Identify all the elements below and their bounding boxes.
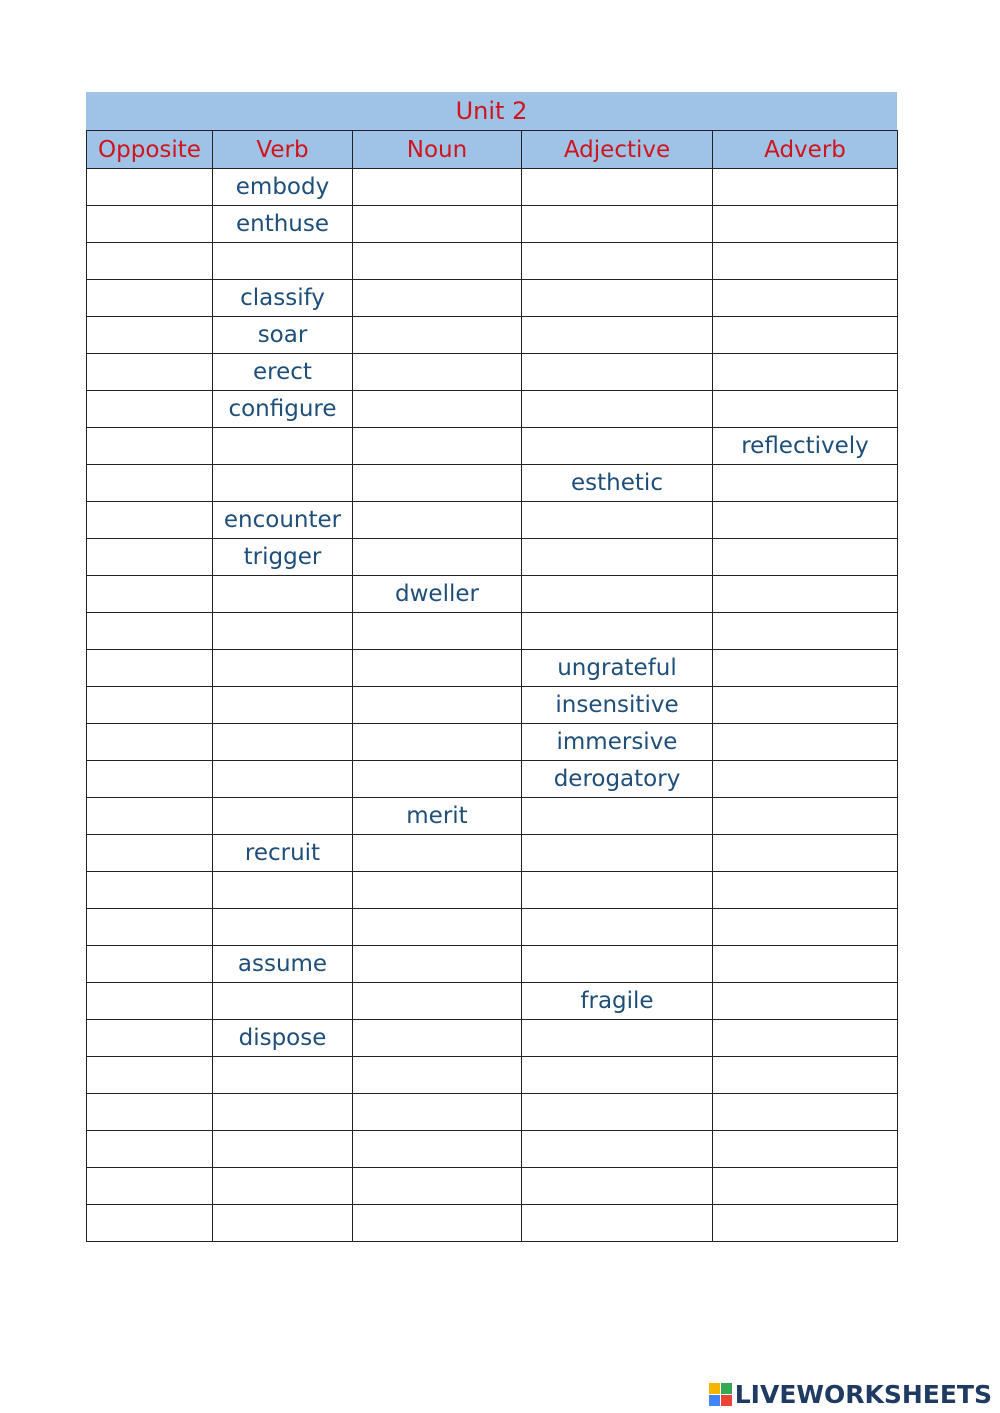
cell-adverb[interactable]: [713, 798, 898, 835]
cell-adjective: esthetic: [522, 465, 713, 502]
cell-opposite[interactable]: [87, 502, 213, 539]
cell-adverb[interactable]: [713, 724, 898, 761]
table-row: [87, 1094, 898, 1131]
cell-adverb[interactable]: [713, 317, 898, 354]
cell-adjective[interactable]: [522, 1131, 713, 1168]
cell-adjective[interactable]: [522, 169, 713, 206]
table-row: [87, 613, 898, 650]
cell-noun: dweller: [353, 576, 522, 613]
cell-opposite[interactable]: [87, 835, 213, 872]
cell-noun[interactable]: [353, 1168, 522, 1205]
cell-adverb[interactable]: [713, 243, 898, 280]
cell-verb[interactable]: [213, 650, 353, 687]
cell-opposite[interactable]: [87, 243, 213, 280]
cell-opposite[interactable]: [87, 576, 213, 613]
cell-verb: configure: [213, 391, 353, 428]
cell-adjective[interactable]: [522, 946, 713, 983]
cell-adjective[interactable]: [522, 539, 713, 576]
cell-opposite[interactable]: [87, 1094, 213, 1131]
table-row: [87, 761, 898, 798]
cell-adjective[interactable]: [522, 280, 713, 317]
cell-adverb[interactable]: [713, 1205, 898, 1242]
cell-adverb[interactable]: [713, 946, 898, 983]
cell-noun[interactable]: [353, 280, 522, 317]
column-header-adjective: Adjective: [522, 131, 713, 169]
cell-opposite[interactable]: [87, 391, 213, 428]
header-row: [87, 131, 898, 169]
cell-noun[interactable]: [353, 1205, 522, 1242]
cell-adjective[interactable]: [522, 206, 713, 243]
table-row: [87, 1020, 898, 1057]
cell-adverb[interactable]: [713, 983, 898, 1020]
cell-opposite[interactable]: [87, 724, 213, 761]
cell-noun[interactable]: [353, 613, 522, 650]
cell-noun[interactable]: [353, 872, 522, 909]
table-row: [87, 428, 898, 465]
cell-adverb[interactable]: [713, 354, 898, 391]
table-row: [87, 206, 898, 243]
cell-opposite[interactable]: [87, 206, 213, 243]
cell-verb[interactable]: [213, 576, 353, 613]
cell-noun[interactable]: [353, 354, 522, 391]
cell-noun[interactable]: [353, 1094, 522, 1131]
cell-opposite[interactable]: [87, 539, 213, 576]
cell-adverb[interactable]: [713, 687, 898, 724]
cell-adjective[interactable]: [522, 576, 713, 613]
cell-adverb[interactable]: [713, 280, 898, 317]
cell-adverb: reflectively: [713, 428, 898, 465]
cell-noun[interactable]: [353, 650, 522, 687]
cell-adverb[interactable]: [713, 909, 898, 946]
cell-verb[interactable]: [213, 872, 353, 909]
cell-adjective: derogatory: [522, 761, 713, 798]
cell-adjective: ungrateful: [522, 650, 713, 687]
cell-verb: trigger: [213, 539, 353, 576]
table-row: [87, 391, 898, 428]
cell-adjective[interactable]: [522, 317, 713, 354]
cell-noun[interactable]: [353, 502, 522, 539]
liveworksheets-logo-icon: [709, 1383, 732, 1406]
cell-adverb[interactable]: [713, 206, 898, 243]
cell-opposite[interactable]: [87, 1168, 213, 1205]
cell-verb: encounter: [213, 502, 353, 539]
cell-opposite[interactable]: [87, 317, 213, 354]
cell-noun[interactable]: [353, 724, 522, 761]
table-row: [87, 798, 898, 835]
cell-adverb[interactable]: [713, 761, 898, 798]
table-row: [87, 1057, 898, 1094]
worksheet: [86, 92, 897, 1242]
cell-adverb[interactable]: [713, 872, 898, 909]
table-row: [87, 539, 898, 576]
cell-adjective[interactable]: [522, 428, 713, 465]
cell-verb[interactable]: [213, 428, 353, 465]
cell-verb[interactable]: [213, 1205, 353, 1242]
table-row: [87, 1205, 898, 1242]
column-header-verb: Verb: [213, 131, 353, 169]
cell-verb[interactable]: [213, 1168, 353, 1205]
cell-opposite[interactable]: [87, 761, 213, 798]
cell-noun[interactable]: [353, 687, 522, 724]
cell-noun: merit: [353, 798, 522, 835]
cell-opposite[interactable]: [87, 872, 213, 909]
cell-adjective[interactable]: [522, 613, 713, 650]
cell-noun[interactable]: [353, 1020, 522, 1057]
brand-name: LIVEWORKSHEETS: [734, 1379, 992, 1409]
table-row: [87, 650, 898, 687]
table-row: [87, 243, 898, 280]
cell-verb: soar: [213, 317, 353, 354]
table-row: [87, 909, 898, 946]
cell-verb[interactable]: [213, 798, 353, 835]
cell-adverb[interactable]: [713, 169, 898, 206]
table-row: [87, 1131, 898, 1168]
cell-adverb[interactable]: [713, 502, 898, 539]
cell-opposite[interactable]: [87, 1131, 213, 1168]
cell-adjective[interactable]: [522, 798, 713, 835]
cell-noun[interactable]: [353, 317, 522, 354]
cell-verb[interactable]: [213, 687, 353, 724]
table-row: [87, 280, 898, 317]
cell-noun[interactable]: [353, 1131, 522, 1168]
cell-adverb[interactable]: [713, 1020, 898, 1057]
cell-opposite[interactable]: [87, 650, 213, 687]
column-header-opposite: Opposite: [87, 131, 213, 169]
table-row: [87, 835, 898, 872]
cell-opposite[interactable]: [87, 909, 213, 946]
cell-adjective[interactable]: [522, 502, 713, 539]
cell-opposite[interactable]: [87, 613, 213, 650]
table-row: [87, 946, 898, 983]
cell-adjective[interactable]: [522, 1057, 713, 1094]
cell-opposite[interactable]: [87, 1020, 213, 1057]
table-row: [87, 872, 898, 909]
table-row: [87, 317, 898, 354]
cell-adjective[interactable]: [522, 1168, 713, 1205]
cell-adjective[interactable]: [522, 909, 713, 946]
cell-verb[interactable]: [213, 243, 353, 280]
cell-noun[interactable]: [353, 243, 522, 280]
cell-adjective[interactable]: [522, 1205, 713, 1242]
cell-adverb[interactable]: [713, 391, 898, 428]
cell-verb: dispose: [213, 1020, 353, 1057]
cell-opposite[interactable]: [87, 1205, 213, 1242]
cell-noun[interactable]: [353, 465, 522, 502]
cell-noun[interactable]: [353, 391, 522, 428]
liveworksheets-logo: [709, 1379, 992, 1409]
cell-opposite[interactable]: [87, 169, 213, 206]
cell-adverb[interactable]: [713, 576, 898, 613]
cell-verb[interactable]: [213, 1131, 353, 1168]
cell-opposite[interactable]: [87, 687, 213, 724]
cell-verb[interactable]: [213, 465, 353, 502]
table-row: [87, 502, 898, 539]
column-header-adverb: Adverb: [713, 131, 898, 169]
cell-noun[interactable]: [353, 946, 522, 983]
cell-noun[interactable]: [353, 1057, 522, 1094]
cell-adjective[interactable]: [522, 243, 713, 280]
cell-opposite[interactable]: [87, 428, 213, 465]
cell-verb[interactable]: [213, 1057, 353, 1094]
cell-adjective[interactable]: [522, 1094, 713, 1131]
cell-adverb[interactable]: [713, 835, 898, 872]
cell-adjective[interactable]: [522, 835, 713, 872]
table-row: [87, 576, 898, 613]
cell-opposite[interactable]: [87, 465, 213, 502]
cell-adverb[interactable]: [713, 1168, 898, 1205]
cell-opposite[interactable]: [87, 946, 213, 983]
table-row: [87, 724, 898, 761]
cell-opposite[interactable]: [87, 983, 213, 1020]
cell-adverb[interactable]: [713, 613, 898, 650]
cell-adverb[interactable]: [713, 650, 898, 687]
cell-noun[interactable]: [353, 539, 522, 576]
table-row: [87, 465, 898, 502]
cell-verb: classify: [213, 280, 353, 317]
cell-verb: erect: [213, 354, 353, 391]
cell-noun[interactable]: [353, 169, 522, 206]
cell-noun[interactable]: [353, 206, 522, 243]
table-row: [87, 1168, 898, 1205]
cell-adverb[interactable]: [713, 1094, 898, 1131]
cell-noun[interactable]: [353, 983, 522, 1020]
column-header-noun: Noun: [353, 131, 522, 169]
cell-noun[interactable]: [353, 428, 522, 465]
cell-noun[interactable]: [353, 835, 522, 872]
cell-adverb[interactable]: [713, 1057, 898, 1094]
cell-adjective[interactable]: [522, 354, 713, 391]
cell-verb[interactable]: [213, 724, 353, 761]
cell-opposite[interactable]: [87, 354, 213, 391]
cell-verb: embody: [213, 169, 353, 206]
cell-verb[interactable]: [213, 983, 353, 1020]
cell-adverb[interactable]: [713, 1131, 898, 1168]
table-row: [87, 354, 898, 391]
cell-opposite[interactable]: [87, 1057, 213, 1094]
cell-verb[interactable]: [213, 613, 353, 650]
table-row: [87, 687, 898, 724]
cell-adjective: fragile: [522, 983, 713, 1020]
cell-adjective[interactable]: [522, 872, 713, 909]
table-row: [87, 983, 898, 1020]
worksheet-title: Unit 2: [86, 92, 897, 130]
table-body: [87, 169, 898, 1242]
cell-adverb[interactable]: [713, 539, 898, 576]
cell-adverb[interactable]: [713, 465, 898, 502]
word-forms-table: [86, 130, 898, 1242]
cell-opposite[interactable]: [87, 798, 213, 835]
cell-verb[interactable]: [213, 1094, 353, 1131]
cell-opposite[interactable]: [87, 280, 213, 317]
cell-adjective[interactable]: [522, 1020, 713, 1057]
cell-verb[interactable]: [213, 761, 353, 798]
cell-verb: enthuse: [213, 206, 353, 243]
table-row: [87, 169, 898, 206]
cell-adjective: immersive: [522, 724, 713, 761]
cell-adjective[interactable]: [522, 391, 713, 428]
cell-adjective: insensitive: [522, 687, 713, 724]
cell-verb: recruit: [213, 835, 353, 872]
cell-noun[interactable]: [353, 761, 522, 798]
cell-noun[interactable]: [353, 909, 522, 946]
cell-verb[interactable]: [213, 909, 353, 946]
cell-verb: assume: [213, 946, 353, 983]
